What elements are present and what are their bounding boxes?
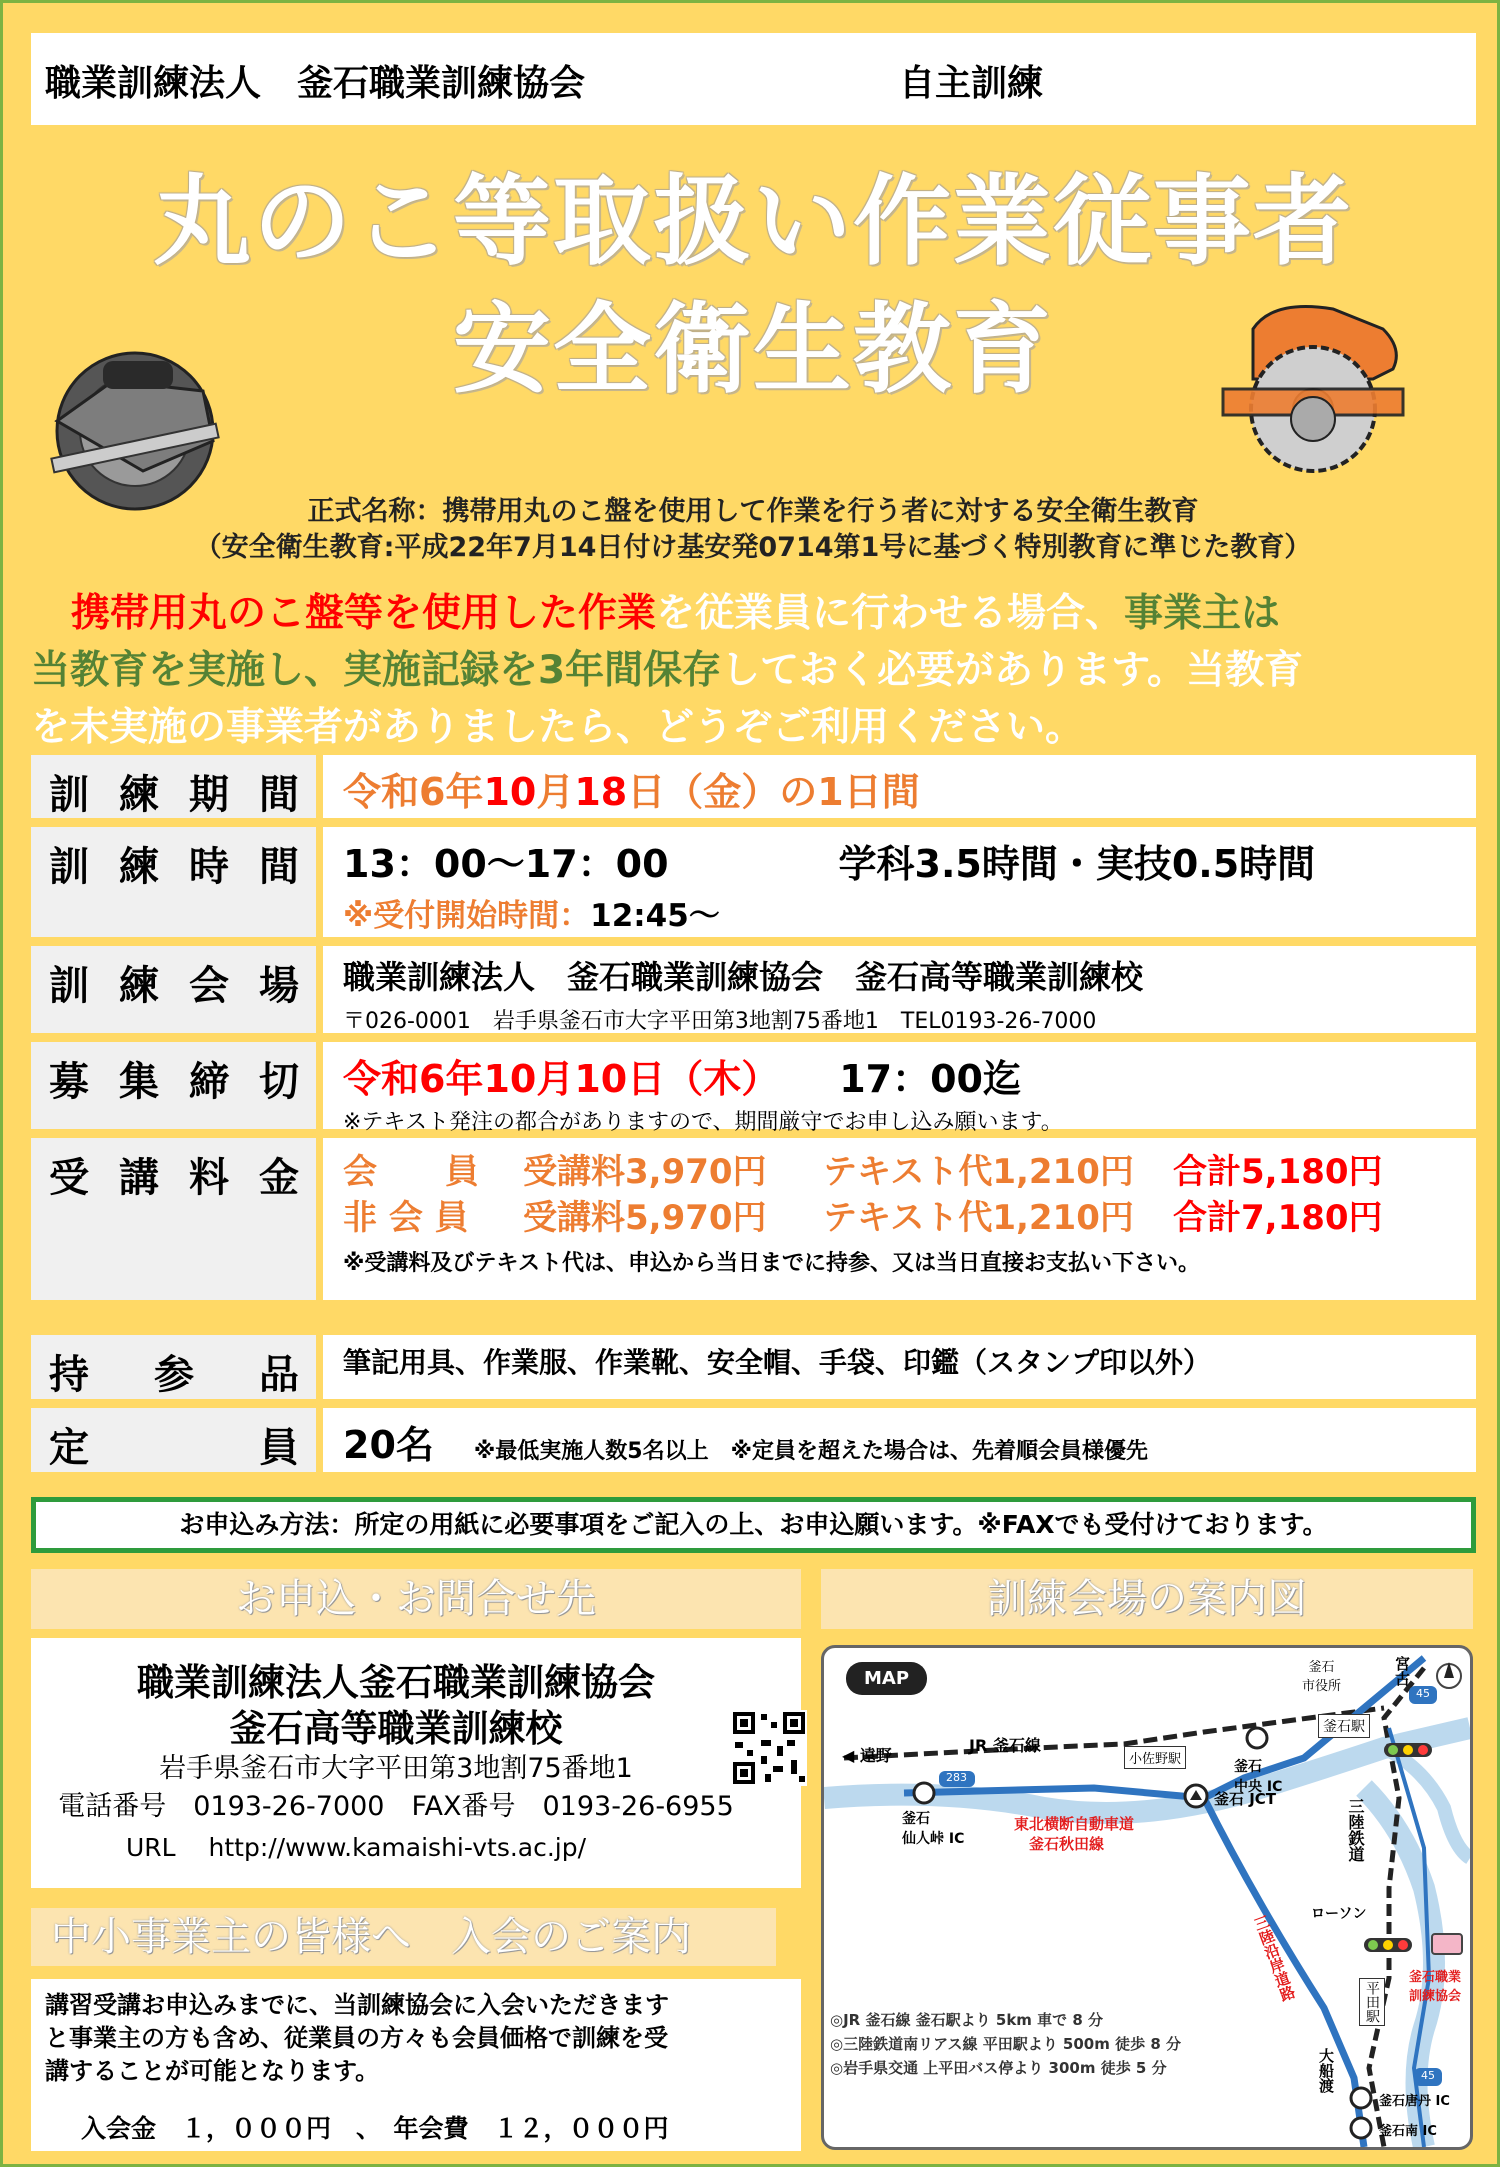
label-shiyakusho: 釜石 市役所 (1302, 1660, 1342, 1694)
join-text2: と事業主の方も含め、従業員の方々も会員価格で訓練を受 (45, 2024, 669, 2052)
header-bar (31, 33, 1476, 125)
capacity-note: ※最低実施人数5名以上 ※定員を超えた場合は、先着順会員様優先 (473, 1439, 1148, 1464)
header-org: 職業訓練法人 釜石職業訓練協会 (45, 63, 586, 104)
join-box (31, 1979, 801, 2151)
join-header: 中小事業主の皆様へ 入会のご案内 (31, 1908, 776, 1966)
school-marker (1432, 1934, 1462, 1954)
value-fee (323, 1138, 1476, 1300)
label-venue: 訓 練 会 場 (31, 946, 316, 1033)
label-heita-station: 平田駅 (1359, 1978, 1385, 2026)
row-deadline (31, 1042, 1476, 1135)
qr-code-icon[interactable] (731, 1710, 807, 1786)
label-minami-ic: 釜石南 IC (1379, 2124, 1437, 2139)
access-map (821, 1645, 1473, 2150)
label-kosano: 小佐野駅 (1124, 1746, 1186, 1769)
label-lawson: ローソン (1311, 1906, 1367, 1922)
label-jct: 釜石 JCT (1214, 1790, 1277, 1808)
contact-school: 釜石高等職業訓練校 (229, 1707, 563, 1750)
label-route-45-north: 45 (1416, 1687, 1430, 1700)
intro-green2: 当教育を実施し、実施記録を3年間保存 (31, 648, 722, 693)
label-school: 釜石職業 訓練協会 (1409, 1970, 1462, 2004)
label-tohoku-line1: 東北横断自動車道 (1014, 1815, 1135, 1833)
intro-white1: を従業員に行わせる場合、 (656, 591, 1125, 636)
fee-note: ※受講料及びテキスト代は、申込から当日までに持参、又は当日直接お支払い下さい。 (343, 1251, 1200, 1276)
label-capacity: 定 員 (31, 1408, 316, 1472)
intro-white3: を未実施の事業者がありましたら、どうぞご利用ください。 (31, 705, 1085, 750)
label-tono: ◀ 遠野 (842, 1746, 892, 1765)
label-kamaishi-station: 釜石駅 (1318, 1714, 1370, 1738)
time-hours: 13：00～17：00 (343, 842, 669, 886)
chuo-ic-marker (1247, 1728, 1267, 1748)
label-ofunato: 大船渡 (1317, 2048, 1335, 2093)
label-deadline: 募 集 締 切 (31, 1042, 316, 1129)
label-items: 持 参 品 (31, 1335, 316, 1399)
join-text1: 講習受講お申込みまでに、当訓練協会に入会いただきます (45, 1991, 669, 2019)
label-sennin-ic: 釜石 仙人峠 IC (902, 1811, 965, 1847)
label-miyako: 宮古 (1393, 1656, 1411, 1686)
map-badge: MAP (846, 1662, 927, 1695)
row-capacity (31, 1408, 1476, 1472)
contact-box (31, 1638, 801, 1888)
label-tohoku-line2: 釜石秋田線 (1029, 1835, 1105, 1853)
label-jr: JR 釜石線 (969, 1736, 1041, 1755)
row-fee (31, 1138, 1476, 1300)
value-time: 13：00～17：00 学科3.5時間・実技0.5時間 ※受付開始時間：12:45～ (323, 827, 1476, 937)
venue-address: 〒026-0001 岩手県釜石市大字平田第3地割75番地1 TEL0193-26-7000 (343, 1009, 1097, 1034)
intro-green1: 事業主は (1124, 591, 1281, 636)
map-notes: ◎JR 釜石線 釜石駅より 5km 車で 8 分 ◎三陸鉄道南リアス線 平田駅より 500m 徒歩 8 分 ◎岩手県交通 上平田バス停より 300m 徒歩 5 分 (830, 2011, 1181, 2077)
fee-member-line: 会 員 受講料3,970円 テキスト代1,210円 合計5,180円 (343, 1152, 1383, 1192)
row-time (31, 827, 1476, 937)
value-items: 筆記用具、作業服、作業靴、安全帽、手袋、印鑑（スタンプ印以外） (323, 1335, 1476, 1399)
contact-phone: 電話番号 0193-26-7000 FAX番号 0193-26-6955 (58, 1791, 734, 1822)
label-time: 訓 練 時 間 (31, 827, 316, 937)
intro-white2: しておく必要があります。当教育 (721, 648, 1304, 693)
title-line2: 安全衛生教育 (452, 293, 1053, 407)
value-venue (323, 946, 1476, 1033)
intro-text (31, 585, 1476, 756)
time-breakdown: 学科3.5時間・実技0.5時間 (838, 842, 1316, 886)
value-capacity (323, 1408, 1476, 1472)
contact-org: 職業訓練法人釜石職業訓練協会 (137, 1661, 655, 1704)
venue-name: 職業訓練法人 釜石職業訓練協会 釜石高等職業訓練校 (343, 958, 1144, 996)
apply-method: お申込み方法：所定の用紙に必要事項をご記入の上、お申込願います。※FAXでも受付けております。 (31, 1497, 1476, 1553)
label-fee: 受 講 料 金 (31, 1138, 316, 1300)
intro-red: 携帯用丸のこ盤等を使用した作業 (71, 591, 657, 636)
capacity-number: 20名 (343, 1423, 434, 1467)
row-items (31, 1335, 1476, 1399)
karaniwa-ic-marker (1351, 2088, 1371, 2108)
deadline-date: 令和6年10月10日（木） (343, 1057, 780, 1101)
label-karaniwa-ic: 釜石唐丹 IC (1379, 2094, 1450, 2109)
circular-saw-illustration-right (1213, 289, 1413, 475)
value-deadline (323, 1042, 1476, 1135)
join-text3: 講することが可能となります。 (45, 2057, 380, 2085)
header-type: 自主訓練 (899, 63, 1044, 104)
label-route-283: 283 (946, 1771, 967, 1784)
contact-header: お申込・お問合せ先 (31, 1569, 801, 1629)
title-line1: 丸のこ等取扱い作業従事者 (152, 165, 1353, 279)
formal-basis: （安全衛生教育:平成22年7月14日付け基安発0714第1号に基づく特別教育に準じた教育） (194, 532, 1312, 563)
sennin-ic-marker (914, 1783, 934, 1803)
label-chuo-ic: 釜石 中央 IC (1234, 1759, 1283, 1795)
deadline-time: 17：00迄 (839, 1057, 1021, 1101)
label-sanriku-road: 三陸沿岸道路 (1250, 1912, 1298, 2004)
label-period: 訓 練 期 間 (31, 755, 316, 818)
formal-name: 正式名称：携帯用丸のこ盤を使用して作業を行う者に対する安全衛生教育 (307, 496, 1199, 527)
map-header: 訓練会場の案内図 (821, 1569, 1473, 1629)
label-route-45-south: 45 (1421, 2069, 1435, 2082)
contact-url[interactable]: URL http://www.kamaishi-vts.ac.jp/ (125, 1833, 587, 1862)
join-fees: 入会金 １，０００円 、 年会費 １２，０００円 (81, 2114, 669, 2143)
label-sanriku-tetsudo: 三陸鉄道 (1346, 1798, 1365, 1862)
value-period: 令和6年10月18日（金）の1日間 (323, 755, 1476, 818)
fee-nonmember-line: 非 会 員 受講料5,970円 テキスト代1,210円 合計7,180円 (343, 1198, 1383, 1238)
contact-address: 岩手県釜石市大字平田第3地割75番地1 (159, 1753, 633, 1784)
row-venue (31, 946, 1476, 1033)
minami-ic-marker (1351, 2118, 1371, 2138)
deadline-note: ※テキスト発注の都合がありますので、期間厳守でお申し込み願います。 (343, 1110, 1063, 1135)
row-period (31, 755, 1476, 818)
